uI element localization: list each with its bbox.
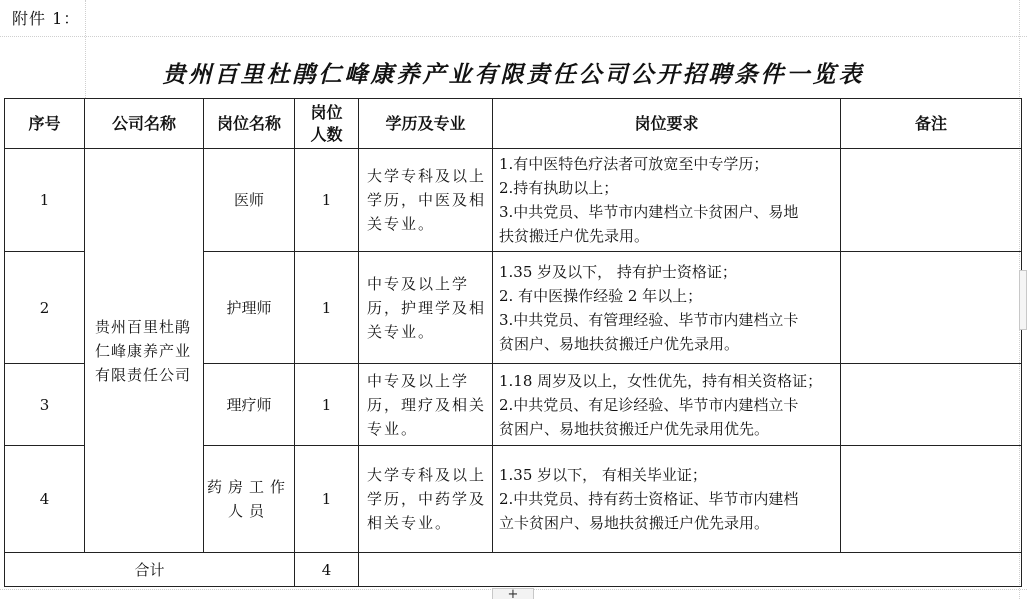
header-count-line2: 人数	[310, 124, 343, 144]
row-education: 中专及以上学历，理疗及相关专业。	[359, 364, 493, 446]
attachment-label: 附件 1：	[12, 9, 81, 28]
header-row	[5, 99, 1022, 149]
header-remarks: 备注	[841, 99, 1022, 149]
row-education: 大学专科及以上学历，中药学及相关专业。	[359, 446, 493, 553]
header-position: 岗位名称	[204, 99, 295, 149]
requirement-line: 3.中共党员、有管理经验、毕节市内建档立卡	[499, 310, 799, 329]
row-requirements	[493, 364, 841, 446]
row-position: 理疗师	[204, 364, 295, 446]
header-seq: 序号	[5, 99, 85, 149]
requirement-line: 贫困户、易地扶贫搬迁户优先录用。	[499, 334, 740, 353]
row-seq: 2	[5, 252, 85, 364]
requirement-line: 1.有中医特色疗法者可放宽至中专学历；	[499, 155, 769, 173]
requirement-line: 1.35 岁以下， 有相关毕业证；	[499, 466, 707, 484]
add-sheet-button[interactable]: +	[492, 588, 534, 599]
requirement-line: 1.18 周岁及以上，女性优先，持有相关资格证；	[499, 371, 823, 390]
company-name-line: 贵州百里杜鹃	[95, 317, 192, 336]
requirement-line: 2.中共党员、有足诊经验、毕节市内建档立卡	[499, 395, 799, 414]
row-count: 1	[295, 149, 359, 252]
row-requirements	[493, 446, 841, 553]
row-seq: 1	[5, 149, 85, 252]
requirement-line: 2.持有执助以上；	[499, 179, 619, 197]
total-count: 4	[295, 553, 359, 587]
row-remarks	[841, 252, 1022, 364]
row-position: 药房工作人员	[204, 446, 295, 553]
requirement-line: 贫困户、易地扶贫搬迁户优先录用优先。	[499, 419, 770, 438]
row-seq: 4	[5, 446, 85, 553]
total-remainder	[359, 553, 1022, 587]
total-row	[5, 553, 1022, 587]
requirement-line: 扶贫搬迁户优先录用。	[499, 227, 650, 245]
header-requirements: 岗位要求	[493, 99, 841, 149]
gridline	[0, 36, 1027, 37]
row-count: 1	[295, 446, 359, 553]
requirement-line: 3.中共党员、毕节市内建档立卡贫困户、易地	[499, 203, 799, 221]
header-count	[295, 99, 359, 149]
requirement-line: 2. 有中医操作经验 2 年以上；	[499, 286, 703, 305]
company-name-line: 有限责任公司	[95, 365, 192, 384]
row-remarks	[841, 446, 1022, 553]
row-seq: 3	[5, 364, 85, 446]
scrollbar-handle[interactable]	[1019, 270, 1027, 330]
requirement-line: 立卡贫困户、易地扶贫搬迁户优先录用。	[499, 514, 770, 532]
row-position: 护理师	[204, 252, 295, 364]
recruitment-table	[4, 98, 1022, 587]
row-remarks	[841, 149, 1022, 252]
row-education: 中专及以上学历，护理学及相关专业。	[359, 252, 493, 364]
row-position: 医师	[204, 149, 295, 252]
row-remarks	[841, 364, 1022, 446]
header-company: 公司名称	[85, 99, 204, 149]
header-count-line1: 岗位	[310, 102, 343, 122]
row-count: 1	[295, 252, 359, 364]
table-row	[5, 149, 1022, 252]
company-name-cell	[85, 149, 204, 553]
row-education: 大学专科及以上学历，中医及相关专业。	[359, 149, 493, 252]
page-title: 贵州百里杜鹃仁峰康养产业有限责任公司公开招聘条件一览表	[162, 62, 865, 88]
requirement-line: 2.中共党员、持有药士资格证、毕节市内建档	[499, 490, 799, 508]
row-requirements	[493, 149, 841, 252]
requirement-line: 1.35 岁及以下， 持有护士资格证；	[499, 262, 737, 281]
total-label: 合计	[5, 553, 295, 587]
row-count: 1	[295, 364, 359, 446]
row-requirements	[493, 252, 841, 364]
header-education: 学历及专业	[359, 99, 493, 149]
company-name-line: 仁峰康养产业	[95, 341, 192, 360]
